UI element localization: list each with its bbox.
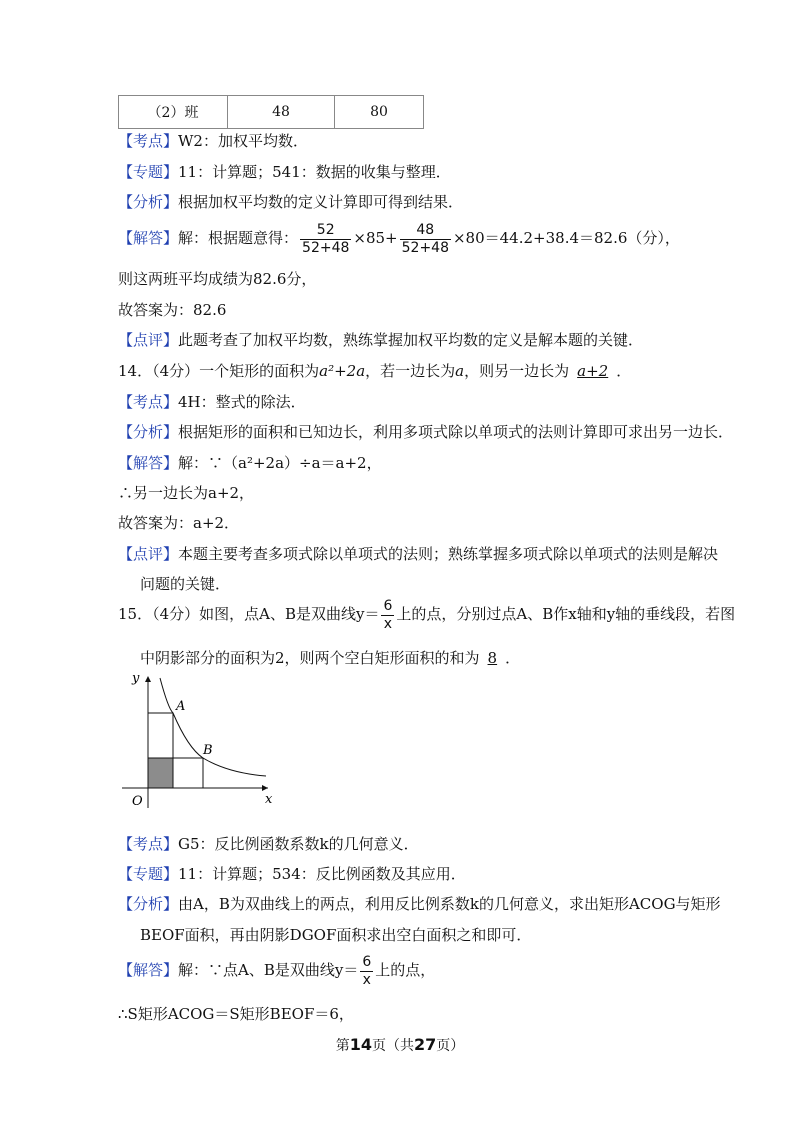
jieda-tag: 【解答】: [118, 229, 179, 247]
jieda-tag: 【解答】: [118, 961, 179, 979]
table-cell-count: 48: [228, 96, 335, 129]
kaodian-tag: 【考点】: [118, 393, 179, 411]
q15-answer-blank: 8: [487, 649, 498, 667]
q13-kaodian: [118, 130, 308, 151]
fraction-numerator: 6: [362, 953, 372, 970]
q14-dianping-text: 本题主要考查多项式除以单项式的法则；熟练掌握多项式除以单项式的法则是解决: [178, 545, 719, 563]
footer-page-number: 14: [349, 1035, 372, 1054]
kaodian-tag: 【考点】: [118, 835, 179, 853]
q13-fraction-2: [400, 222, 451, 257]
label-a: A: [176, 699, 186, 714]
q14-stem-c: ，则另一边长为: [464, 362, 570, 380]
q15-stem-c: 中阴影部分的面积为2，则两个空白矩形面积的和为: [140, 649, 480, 667]
q14-line2: ∴另一边长为a+2，: [118, 484, 255, 502]
fraction-numerator: 52: [300, 222, 351, 240]
q14-stem-end: ．: [616, 362, 632, 380]
fraction-denominator: 52+48: [302, 239, 350, 256]
q14-stem: [118, 360, 631, 381]
q14-dianping: [118, 543, 718, 564]
blank-rect-beof: [173, 758, 203, 788]
q15-fenxi-cont: BEOF面积，再由阴影DGOF面积求出空白面积之和即可．: [140, 926, 532, 944]
q13-zhuanti: [118, 161, 451, 182]
score-table: [118, 95, 424, 129]
dianping-tag: 【点评】: [118, 545, 179, 563]
table-row: [119, 96, 424, 129]
label-x: x: [265, 792, 273, 807]
q13-jieda-tail: ×80＝44.2+38.4＝82.6（分），: [452, 229, 680, 247]
fraction-denominator: x: [362, 971, 371, 988]
q13-jieda-mid: ×85+: [353, 229, 398, 247]
q15-kaodian-text: G5：反比例函数系数k的几何意义．: [178, 835, 419, 853]
q14-stem-expr: a²+2a: [319, 362, 366, 380]
zhuanti-tag: 【专题】: [118, 865, 179, 883]
q15-zhuanti: [118, 863, 466, 884]
shaded-rect: [148, 758, 173, 788]
q14-line3: 故答案为：a+2．: [118, 514, 240, 532]
q15-stem-line2: [140, 647, 520, 668]
q15-jieda: [118, 952, 435, 989]
q14-answer-blank: a+2: [577, 362, 609, 380]
q15-jieda-fraction: [360, 954, 373, 989]
q14-stem-b: ，若一边长为: [365, 362, 456, 380]
fraction-numerator: 48: [400, 222, 451, 240]
q13-fenxi-text: 根据加权平均数的定义计算即可得到结果．: [178, 193, 464, 211]
q14-stem-var: a: [455, 362, 465, 380]
footer-total-pages: 27: [414, 1035, 437, 1054]
table-cell-class: （2）班: [119, 96, 228, 129]
kaodian-tag: 【考点】: [118, 132, 179, 150]
q13-line2: 则这两班平均成绩为82.6分，: [118, 270, 317, 288]
q14-jieda: [118, 452, 382, 473]
q15-stem-a: 15．（4分）如图，点A、B是双曲线y＝: [118, 605, 380, 623]
footer-mid: 页（共: [372, 1038, 414, 1054]
q14-dianping-cont: 问题的关键．: [140, 575, 231, 593]
q13-dianping: [118, 329, 643, 350]
hyperbola-figure: [118, 668, 288, 818]
q14-fenxi-text: 根据矩形的面积和已知边长，利用多项式除以单项式的法则计算即可求出另一边长．: [178, 423, 734, 441]
label-o: O: [132, 794, 143, 809]
q13-fenxi: [118, 191, 463, 212]
q15-fenxi: [118, 893, 721, 914]
q15-stem-line1: [118, 596, 735, 633]
y-axis-arrow-icon: [145, 676, 151, 682]
page-footer: [0, 1035, 800, 1055]
q13-jieda-prefix: 解：根据题意得：: [178, 229, 299, 247]
x-axis-arrow-icon: [262, 785, 268, 791]
q15-fenxi-text: 由A，B为双曲线上的两点，利用反比例系数k的几何意义，求出矩形ACOG与矩形: [178, 895, 721, 913]
footer-prefix: 第: [335, 1038, 350, 1054]
fenxi-tag: 【分析】: [118, 423, 179, 441]
q15-stem-end: ．: [505, 649, 521, 667]
table-cell-score: 80: [335, 96, 424, 129]
q15-kaodian: [118, 833, 419, 854]
q15-stem-b: 上的点，分别过点A、B作x轴和y轴的垂线段，若图: [396, 605, 736, 623]
hyperbola-curve: [160, 678, 266, 776]
dianping-tag: 【点评】: [118, 331, 179, 349]
q14-jieda-text: 解：∵（a²+2a）÷a＝a+2，: [178, 454, 382, 472]
q14-fenxi: [118, 421, 733, 442]
q13-kaodian-text: W2：加权平均数．: [178, 132, 308, 150]
fraction-numerator: 6: [383, 597, 393, 614]
q15-zhuanti-text: 11：计算题；534：反比例函数及其应用．: [178, 865, 466, 883]
q14-stem-a: 14．（4分）一个矩形的面积为: [118, 362, 320, 380]
q14-kaodian-text: 4H：整式的除法．: [178, 393, 306, 411]
fraction-denominator: x: [383, 615, 393, 632]
q15-jieda-b: 上的点，: [375, 961, 436, 979]
label-b: B: [203, 743, 213, 758]
q13-jieda: [118, 220, 680, 257]
fenxi-tag: 【分析】: [118, 193, 179, 211]
q14-kaodian: [118, 391, 306, 412]
fraction-denominator: 52+48: [401, 239, 449, 256]
zhuanti-tag: 【专题】: [118, 163, 179, 181]
label-y: y: [132, 671, 140, 686]
fenxi-tag: 【分析】: [118, 895, 179, 913]
q15-jieda-a: 解：∵点A、B是双曲线y＝: [178, 961, 359, 979]
blank-rect-acog: [148, 713, 173, 758]
q13-zhuanti-text: 11：计算题；541：数据的收集与整理．: [178, 163, 451, 181]
q13-line3: 故答案为：82.6: [118, 301, 227, 319]
footer-suffix: 页）: [436, 1038, 465, 1054]
q13-dianping-text: 此题考查了加权平均数，熟练掌握加权平均数的定义是解本题的关键．: [178, 331, 644, 349]
q15-fraction: [381, 598, 394, 633]
jieda-tag: 【解答】: [118, 454, 179, 472]
q15-last-line: ∴S矩形ACOG＝S矩形BEOF＝6，: [118, 1005, 354, 1023]
q13-fraction-1: [300, 222, 351, 257]
